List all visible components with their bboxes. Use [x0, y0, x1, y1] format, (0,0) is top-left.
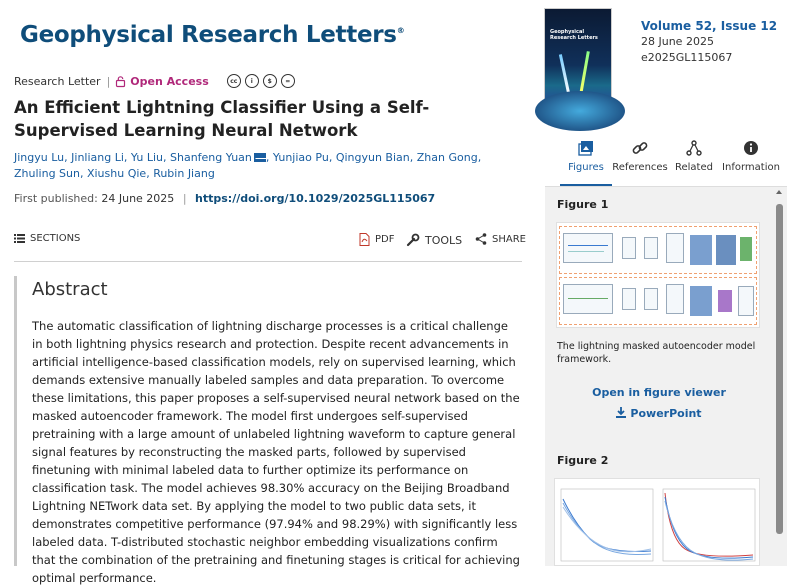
- diagram-block: [563, 233, 613, 263]
- earth-graphic: [535, 91, 625, 131]
- diagram-waveform: [568, 298, 608, 299]
- figure-1-thumbnail[interactable]: [556, 222, 760, 328]
- diagram-block: [666, 284, 684, 314]
- diagram-block: [666, 233, 684, 263]
- figure-1-label: Figure 1: [557, 198, 609, 211]
- article-meta: [14, 73, 295, 89]
- first-published-date: 24 June 2025: [101, 192, 175, 205]
- open-access-badge: Open Access: [116, 75, 208, 88]
- sections-button[interactable]: SECTIONS: [14, 233, 80, 244]
- diagram-block: [563, 284, 613, 314]
- abstract-side-bar: [14, 276, 17, 566]
- issue-date: 28 June 2025: [641, 35, 714, 48]
- journal-cover-image[interactable]: [544, 8, 612, 112]
- author-link[interactable]: Xiushu Qie: [86, 167, 147, 180]
- powerpoint-download-link[interactable]: PowerPoint: [545, 407, 773, 420]
- author-link[interactable]: Qingyun Bian: [335, 151, 410, 164]
- noderivatives-icon: =: [281, 74, 295, 88]
- journal-logo[interactable]: [20, 22, 404, 48]
- diagram-block: [644, 288, 658, 310]
- figure-1-caption: The lightning masked autoencoder model framework.: [557, 341, 756, 365]
- list-icon: [14, 234, 25, 243]
- pretrain-stage-diagram: [559, 226, 757, 274]
- separator: |: [106, 74, 111, 88]
- download-icon: [616, 407, 626, 418]
- creative-commons-icon: cc: [227, 74, 241, 88]
- noncommercial-icon: $: [263, 74, 277, 88]
- article-type: Research Letter: [14, 74, 101, 88]
- tab-information[interactable]: Information: [718, 140, 784, 173]
- scroll-up-arrow[interactable]: [776, 190, 782, 194]
- open-figure-viewer-link[interactable]: Open in figure viewer: [592, 386, 726, 399]
- doi-link[interactable]: https://doi.org/10.1029/2025GL115067: [195, 192, 436, 205]
- diagram-block: [622, 288, 636, 310]
- author-link[interactable]: Jinliang Li: [71, 151, 124, 164]
- link-icon: [632, 140, 648, 156]
- scrollbar-thumb[interactable]: [776, 204, 783, 534]
- tab-references[interactable]: References: [610, 140, 670, 173]
- license-icons[interactable]: [227, 74, 295, 88]
- divider: [14, 261, 522, 262]
- figure-2-plot-image: [555, 479, 761, 567]
- article-toolbar: [14, 233, 526, 249]
- network-icon: [686, 140, 702, 156]
- lightning-graphic: [579, 51, 590, 95]
- diagram-block: [738, 286, 754, 316]
- registered-mark: ®: [396, 26, 405, 35]
- author-link[interactable]: Rubin Jiang: [153, 167, 215, 180]
- author-link[interactable]: Jingyu Lu: [14, 151, 65, 164]
- pdf-button[interactable]: PDF: [359, 233, 394, 246]
- tab-figures[interactable]: Figures: [556, 140, 616, 173]
- diagram-decoder: [716, 235, 736, 265]
- figure-2-label: Figure 2: [557, 454, 609, 467]
- lightning-graphic: [559, 54, 570, 94]
- author-link[interactable]: Zhan Gong: [416, 151, 478, 164]
- author-link[interactable]: Yu Liu: [130, 151, 163, 164]
- corresponding-author-mail-icon[interactable]: [254, 153, 266, 162]
- diagram-classifier: [718, 290, 732, 312]
- share-button[interactable]: SHARE: [475, 233, 526, 245]
- separator: |: [182, 192, 187, 205]
- pdf-icon: [359, 233, 370, 246]
- author-link[interactable]: Zhuling Sun: [14, 167, 80, 180]
- publication-info: [14, 192, 435, 205]
- article-title: An Efficient Lightning Classifier Using a Self-Supervised Learning Neural Network: [14, 98, 430, 140]
- attribution-icon: i: [245, 74, 259, 88]
- diagram-output: [740, 237, 752, 261]
- first-published-label: First published:: [14, 192, 98, 205]
- tab-related[interactable]: Related: [664, 140, 724, 173]
- image-icon: [578, 140, 594, 156]
- author-link[interactable]: Yunjiao Pu: [272, 151, 329, 164]
- journal-name: Geophysical Research Letters: [20, 22, 397, 48]
- info-icon: [743, 140, 759, 156]
- issue-info: [641, 18, 791, 66]
- diagram-waveform: [568, 245, 608, 246]
- diagram-block: [622, 237, 636, 259]
- article-number: e2025GL115067: [641, 51, 733, 64]
- diagram-block: [644, 237, 658, 259]
- diagram-encoder: [690, 235, 712, 265]
- wrench-icon: [406, 233, 420, 247]
- author-list: Jingyu Lu, Jinliang Li, Yu Liu, Shanfeng Yuan , Yunjiao Pu, Qingyun Bian, Zhan Gong, Zhuling Sun, Xiushu Qie, Rubin Jiang: [14, 151, 482, 180]
- figure-2-thumbnail[interactable]: [554, 478, 760, 566]
- diagram-encoder: [690, 286, 712, 316]
- abstract-heading: Abstract: [32, 279, 108, 300]
- author-link[interactable]: Shanfeng Yuan: [170, 151, 252, 164]
- share-icon: [475, 233, 487, 245]
- cover-title: Geophysical Research Letters: [550, 29, 598, 41]
- abstract-text: The automatic classification of lightning discharge processes is a critical challenge in both lightning physics research and protection. Despite recent advancements in artificial intelligence-based classification models, rely on supervised learning, which demands extensive manually labeled samples and data preparation. To overcome these limitations, this paper proposes a self-supervised neural network based on the masked autoencoder framework. The model first undergoes self-supervised pretraining with a large amount of unlabeled lightning waveform to capture general signal features by reconstructing the masked parts, followed by supervised finetuning with minimal labeled data to further optimize its performance on classification task. The model achieves 98.30% accuracy on the Beijing Broadband Lightning NETwork data set. By applying the model to two public data sets, it demonstrates competitive performance (97.94% and 98.29%) with significantly less labeled data. T-distributed stochastic neighbor embedding visualizations confirm that the combination of the pretraining and finetuning stages is critical for achieving optimal performance.: [32, 319, 520, 585]
- volume-issue-link[interactable]: Volume 52, Issue 12: [641, 19, 778, 33]
- side-panel-tabs: [548, 140, 784, 184]
- unlocked-icon: [116, 76, 125, 87]
- finetune-stage-diagram: [559, 277, 757, 325]
- tools-button[interactable]: TOOLS: [406, 233, 462, 247]
- diagram-waveform: [568, 251, 604, 252]
